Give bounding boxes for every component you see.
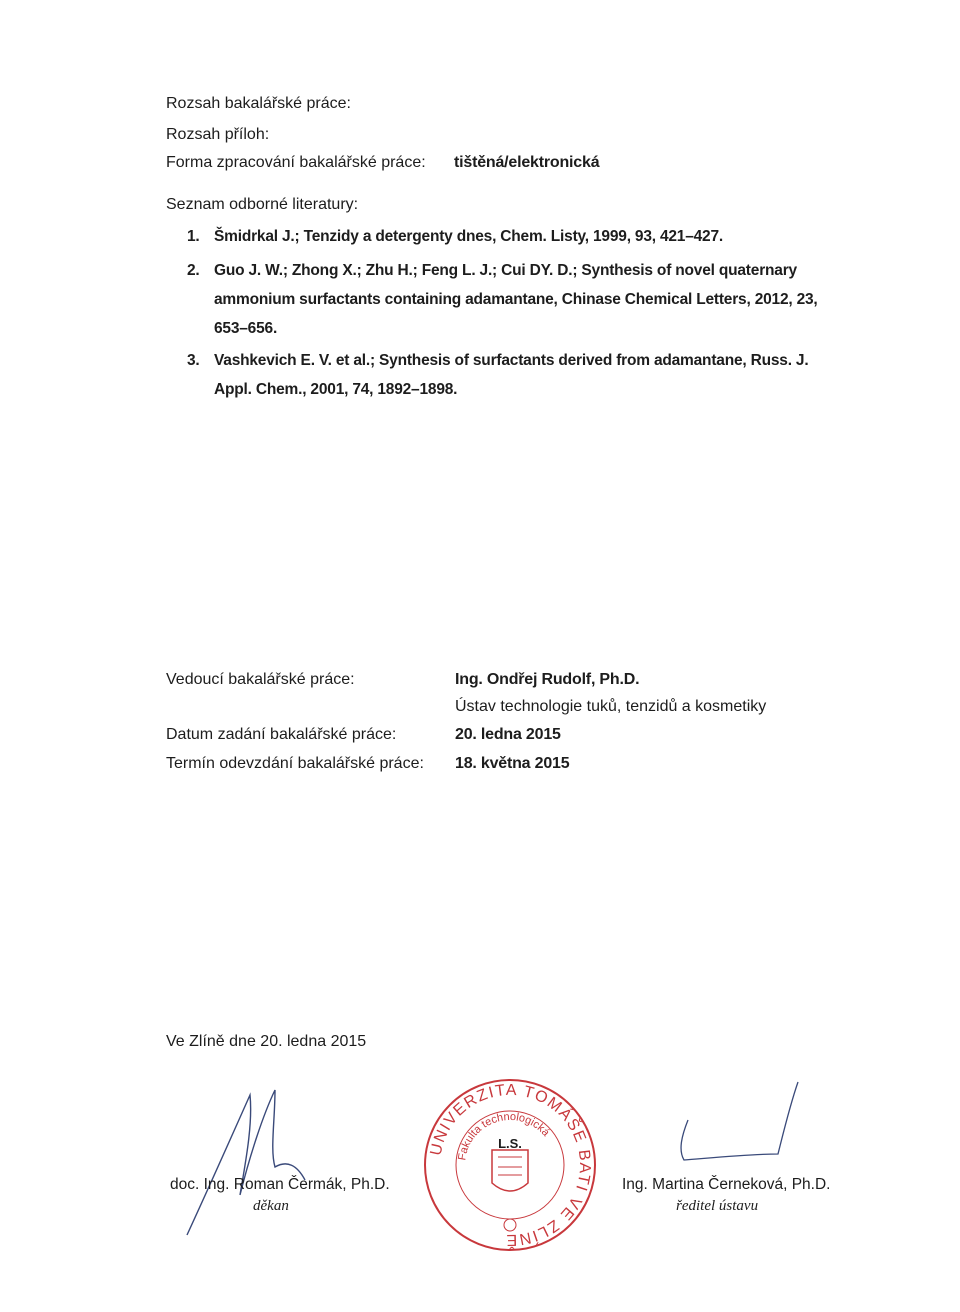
- scope-label: Rozsah bakalářské práce:: [166, 95, 351, 112]
- assigned-date-label: Datum zadání bakalářské práce:: [166, 726, 397, 743]
- attachments-label: Rozsah příloh:: [166, 126, 270, 143]
- literature-item-text: Guo J. W.; Zhong X.; Zhu H.; Feng L. J.; Cui DY. D.; Synthesis of novel quaternary ammonium surfactants containing adamantane, Chinase Chemical Letters, 2012, 23, 653–656.: [214, 262, 818, 337]
- stamp-center-text: L.S.: [498, 1136, 522, 1151]
- literature-item-number: 1.: [187, 228, 200, 245]
- supervisor-label: Vedoucí bakalářské práce:: [166, 671, 355, 688]
- deadline-value: 18. května 2015: [455, 755, 570, 772]
- stamp-outer-text: UNIVERZITA TOMÁŠE BATI VE ZLÍNĚ: [427, 1081, 594, 1249]
- dean-role: děkan: [253, 1198, 289, 1214]
- literature-item: [187, 346, 827, 404]
- dean-signature: [175, 1085, 345, 1240]
- director-role: ředitel ústavu: [676, 1198, 759, 1214]
- literature-item-number: 2.: [187, 262, 200, 279]
- stamp-inner-text: Fakulta technologická: [456, 1110, 552, 1162]
- literature-item-text: Vashkevich E. V. et al.; Synthesis of surfactants derived from adamantane, Russ. J. Appl. Chem., 2001, 74, 1892–1898.: [214, 352, 809, 398]
- deadline-label: Termín odevzdání bakalářské práce:: [166, 755, 424, 772]
- literature-item-text: Šmidrkal J.; Tenzidy a detergenty dnes, Chem. Listy, 1999, 93, 421–427.: [214, 228, 724, 245]
- director-signature: [670, 1070, 820, 1180]
- literature-item: [187, 256, 827, 343]
- literature-item: [187, 222, 837, 251]
- form-value: tištěná/elektronická: [454, 154, 600, 171]
- assigned-date-value: 20. ledna 2015: [455, 726, 561, 743]
- form-label: Forma zpracování bakalářské práce:: [166, 154, 426, 171]
- dean-name: doc. Ing. Roman Čermák, Ph.D.: [170, 1176, 390, 1193]
- university-stamp: [420, 1075, 600, 1255]
- literature-item-number: 3.: [187, 352, 200, 369]
- svg-text:UNIVERZITA TOMÁŠE BATI VE ZLÍN: [428, 1082, 594, 1250]
- director-name: Ing. Martina Černeková, Ph.D.: [622, 1176, 831, 1193]
- literature-heading: Seznam odborné literatury:: [166, 196, 359, 213]
- place-date: Ve Zlíně dne 20. ledna 2015: [166, 1033, 367, 1050]
- supervisor-institute: Ústav technologie tuků, tenzidů a kosmetiky: [455, 698, 767, 715]
- supervisor-name: Ing. Ondřej Rudolf, Ph.D.: [455, 671, 640, 688]
